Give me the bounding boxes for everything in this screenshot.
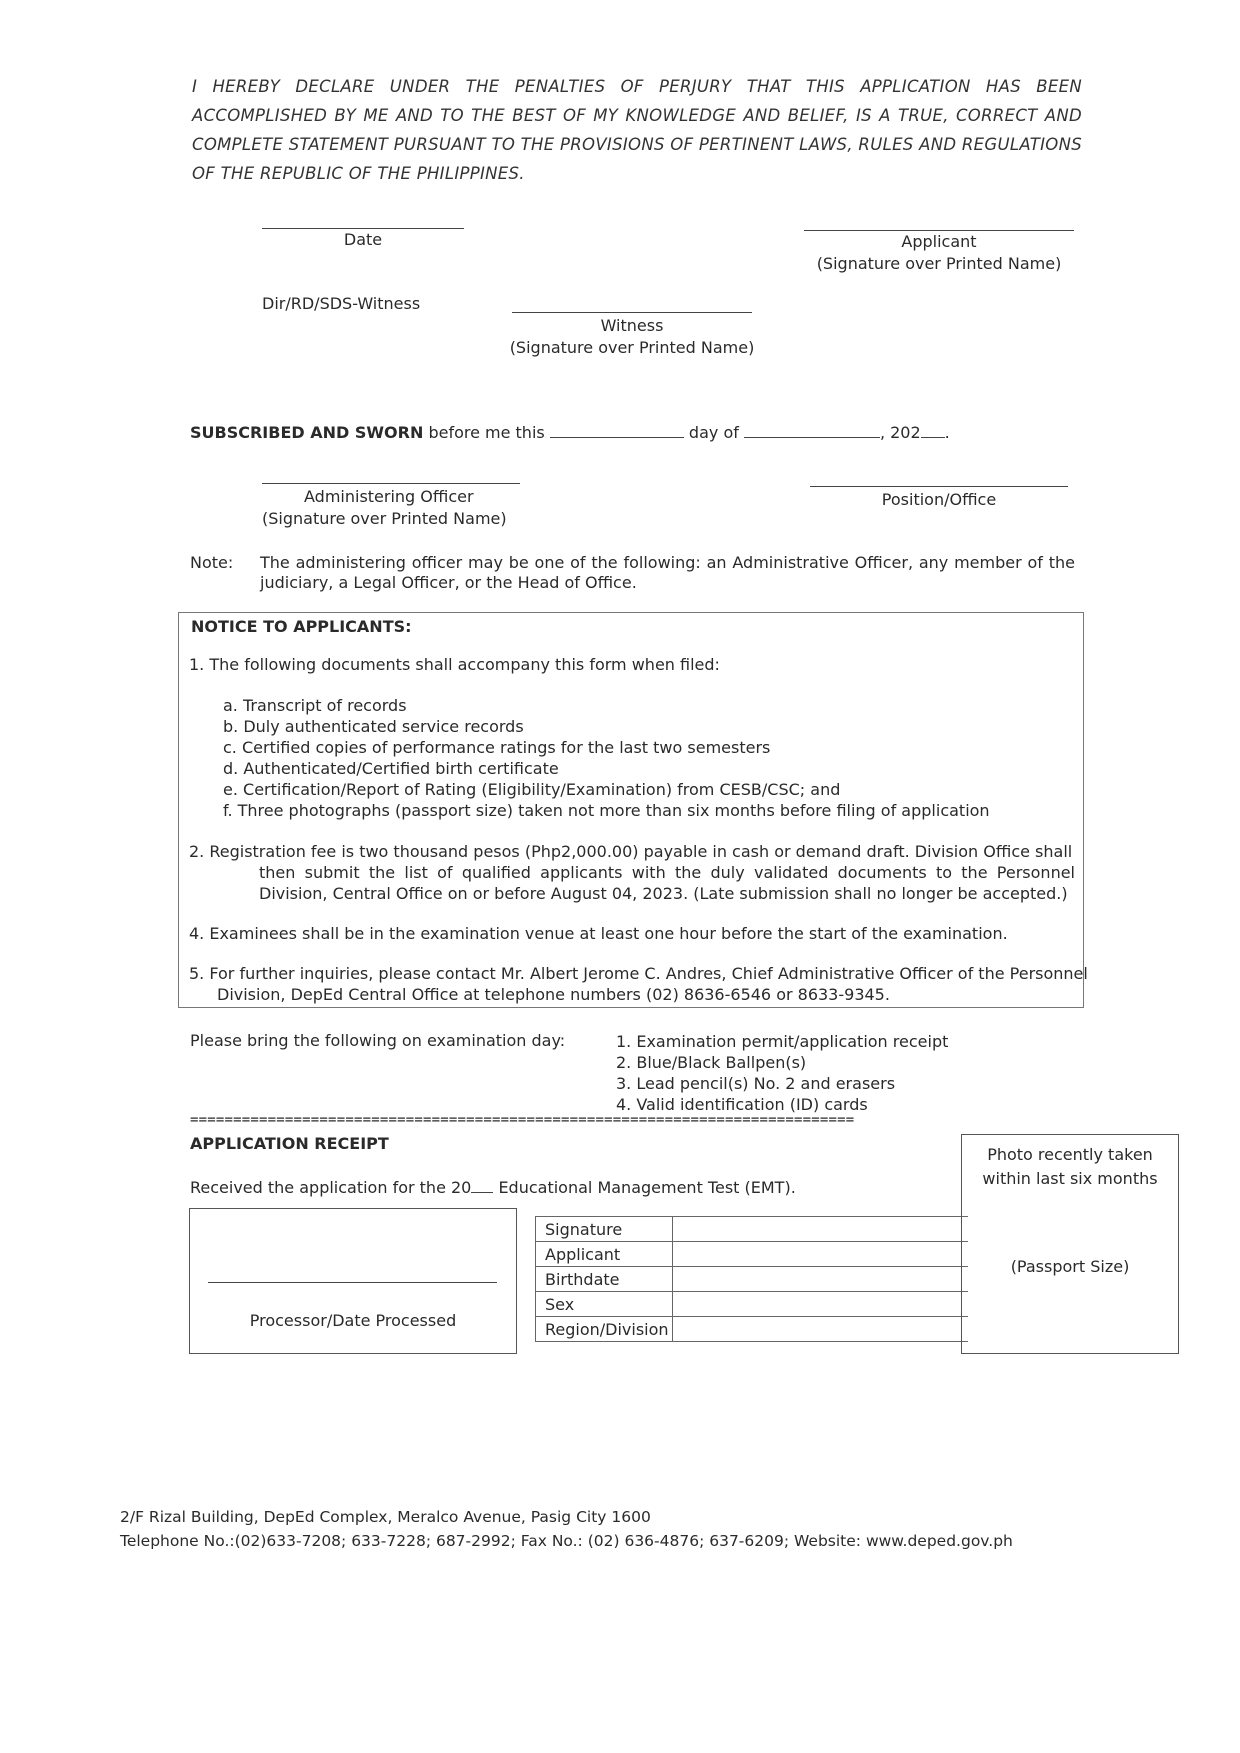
- sworn-end: .: [944, 423, 950, 442]
- table-row: [536, 1292, 969, 1317]
- table-row: [536, 1217, 969, 1242]
- sworn-year: , 202: [879, 423, 921, 442]
- passport-size-label: (Passport Size): [1010, 1257, 1130, 1276]
- processor-box: [189, 1208, 517, 1354]
- cut-separator: =============================================================================: [190, 1113, 855, 1127]
- received-suffix: Educational Management Test (EMT).: [493, 1178, 796, 1197]
- perjury-declaration: I HEREBY DECLARE UNDER THE PENALTIES OF PERJURY THAT THIS APPLICATION HAS BEEN ACCOMPLISHED BY ME AND TO THE BEST OF MY KNOWLEDGE AND BELIEF, IS A TRUE, CORRECT AND COMPLETE STATEMENT PURSUANT TO THE PROVISIONS OF PERTINENT LAWS, RULES AND REGULATIONS OF THE REPUBLIC OF THE PHILIPPINES.: [192, 77, 1082, 183]
- row-label: Region/Division: [536, 1317, 673, 1342]
- row-label: Signature: [536, 1217, 673, 1242]
- processor-signature-line: [208, 1282, 497, 1283]
- note-label: Note:: [190, 553, 234, 572]
- footer-contact: Telephone No.:(02)633-7208; 633-7228; 687-2992; Fax No.: (02) 636-4876; 637-6209; Website: www.deped.gov.ph: [120, 1532, 1013, 1550]
- note-text: The administering officer may be one of the following: an Administrative Officer, any member of the judiciary, a Legal Officer, or the Head of Office.: [260, 553, 1075, 592]
- applicant-sub-label: (Signature over Printed Name): [816, 254, 1062, 273]
- witness-sub-label: (Signature over Printed Name): [509, 338, 755, 357]
- photo-box: [961, 1134, 1179, 1354]
- document-item: f. Three photographs (passport size) taken not more than six months before filing of application: [223, 801, 990, 820]
- position-label: Position/Office: [881, 490, 997, 509]
- officer-label: Administering Officer: [304, 487, 474, 506]
- receipt-received-text: [190, 1178, 796, 1197]
- footer-address: 2/F Rizal Building, DepEd Complex, Meralco Avenue, Pasig City 1600: [120, 1508, 651, 1526]
- bring-list: [616, 1031, 948, 1115]
- officer-signature-line: [262, 483, 520, 484]
- bring-item: 1. Examination permit/application receipt: [616, 1032, 949, 1051]
- day-fill-line[interactable]: [550, 423, 684, 438]
- sworn-bold: SUBSCRIBED AND SWORN: [190, 423, 424, 442]
- table-row: [536, 1242, 969, 1267]
- position-line: [810, 486, 1068, 487]
- photo-line-2: within last six months: [982, 1169, 1158, 1188]
- notice-item-2-cont: then submit the list of qualified applicants with the duly validated documents to the Personnel Division, Central Office on or before August 04, 2023. (Late submission shall no longer be accepted.): [259, 863, 1075, 903]
- row-label: Sex: [536, 1292, 673, 1317]
- sworn-day-of: day of: [688, 423, 739, 442]
- signature-cell[interactable]: [673, 1217, 969, 1242]
- document-item: c. Certified copies of performance ratings for the last two semesters: [223, 738, 771, 757]
- table-row: [536, 1267, 969, 1292]
- document-item: d. Authenticated/Certified birth certificate: [223, 759, 559, 778]
- photo-line-1: Photo recently taken: [987, 1145, 1153, 1164]
- receipt-info-table: [535, 1216, 968, 1342]
- date-label: Date: [343, 230, 383, 249]
- year-fill-line[interactable]: [921, 423, 945, 438]
- bring-label: Please bring the following on examination day:: [190, 1031, 566, 1050]
- document-list: [223, 695, 990, 821]
- notice-item-5-cont: Division, DepEd Central Office at telephone numbers (02) 8636-6546 or 8633-9345.: [217, 985, 890, 1004]
- region-division-cell[interactable]: [673, 1317, 969, 1342]
- notice-item-2: 2. Registration fee is two thousand pesos (Php2,000.00) payable in cash or demand draft. Division Office shall: [189, 842, 1073, 861]
- document-item: b. Duly authenticated service records: [223, 717, 524, 736]
- bring-item: 3. Lead pencil(s) No. 2 and erasers: [616, 1074, 896, 1093]
- bring-item: 4. Valid identification (ID) cards: [616, 1095, 868, 1114]
- sworn-statement: [190, 423, 950, 442]
- sex-cell[interactable]: [673, 1292, 969, 1317]
- birthdate-cell[interactable]: [673, 1267, 969, 1292]
- witness-prefix: Dir/RD/SDS-Witness: [262, 294, 421, 313]
- document-item: a. Transcript of records: [223, 696, 407, 715]
- applicant-signature-line: [804, 230, 1074, 231]
- processor-label: Processor/Date Processed: [249, 1311, 457, 1330]
- officer-sub-label: (Signature over Printed Name): [262, 509, 507, 528]
- notice-box: [178, 612, 1088, 1008]
- bring-item: 2. Blue/Black Ballpen(s): [616, 1053, 807, 1072]
- witness-label: Witness: [600, 316, 664, 335]
- sworn-before: before me this: [428, 423, 545, 442]
- document-item: e. Certification/Report of Rating (Eligibility/Examination) from CESB/CSC; and: [223, 780, 841, 799]
- year-blank[interactable]: [471, 1178, 493, 1193]
- table-row: [536, 1317, 969, 1342]
- month-fill-line[interactable]: [744, 423, 880, 438]
- receipt-title: APPLICATION RECEIPT: [190, 1134, 389, 1153]
- notice-item-4: 4. Examinees shall be in the examination venue at least one hour before the start of the examination.: [189, 924, 1008, 943]
- received-prefix: Received the application for the 20: [190, 1178, 472, 1197]
- row-label: Applicant: [536, 1242, 673, 1267]
- notice-item-1: 1. The following documents shall accompany this form when filed:: [189, 655, 720, 674]
- applicant-cell[interactable]: [673, 1242, 969, 1267]
- date-signature-line: [262, 228, 464, 229]
- notice-title: NOTICE TO APPLICANTS:: [191, 617, 412, 636]
- notice-item-5: 5. For further inquiries, please contact Mr. Albert Jerome C. Andres, Chief Administrative Officer of the Personnel: [189, 964, 1088, 983]
- row-label: Birthdate: [536, 1267, 673, 1292]
- witness-signature-line: [512, 312, 752, 313]
- applicant-label: Applicant: [901, 232, 977, 251]
